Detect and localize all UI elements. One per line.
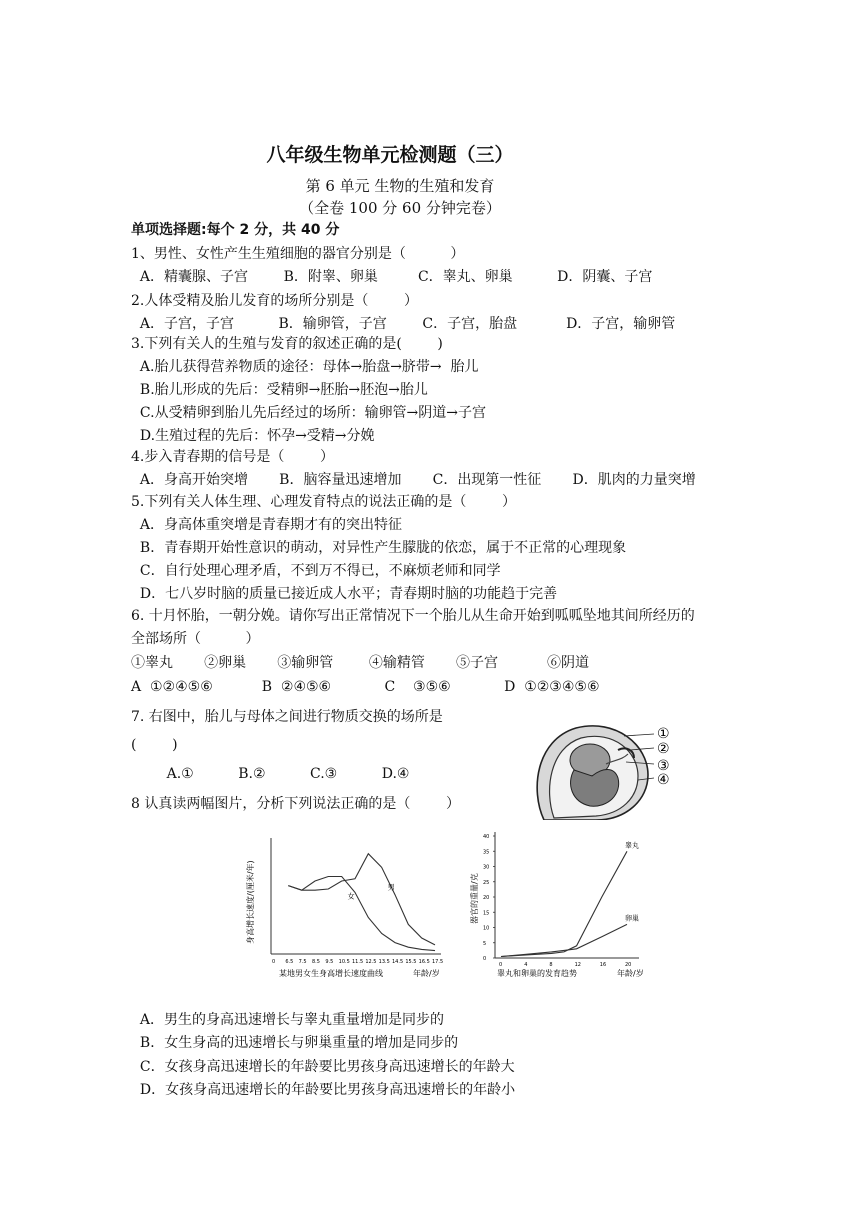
q7-options: A.① B.② C.③ D.④	[131, 766, 410, 782]
label-3: ③	[657, 758, 670, 774]
chart2-x-tick: 0	[499, 962, 503, 968]
fetus-in-uterus-diagram	[526, 720, 686, 820]
chart1-x-tick: 11.5	[352, 959, 364, 965]
gonad-development-chart	[467, 824, 659, 982]
q2-options: A．子宫，子宫 B．输卵管，子宫 C．子宫，胎盘 D．子宫，输卵管	[131, 316, 676, 332]
chart1-caption: 某地男女生身高增长速度曲线	[279, 969, 383, 978]
chart2-xlabel: 年龄/岁	[617, 969, 644, 978]
q2-stem: 2.人体受精及胎儿发育的场所分别是（ ）	[131, 293, 418, 309]
q3-option-c: C.从受精卵到胎儿先后经过的场所：输卵管→阴道→子宫	[131, 405, 487, 421]
q1-options: A．精囊腺、子宫 B．附睾、卵巢 C．睾丸、卵巢 D．阴囊、子宫	[131, 269, 653, 285]
exam-title: 八年级生物单元检测题（三）	[266, 144, 514, 166]
q4-stem: 4.步入青春期的信号是（ ）	[131, 449, 334, 465]
q3-stem: 3.下列有关人的生殖与发育的叙述正确的是( )	[131, 336, 443, 352]
q8-option-c: C．女孩身高迅速增长的年龄要比男孩身高迅速增长的年龄大	[131, 1059, 515, 1075]
chart2-x-tick: 8	[549, 962, 553, 968]
q3-option-a: A.胎儿获得营养物质的途径：母体→胎盘→脐带→ 胎儿	[131, 359, 479, 375]
chart2-series-label: 卵巢	[625, 914, 639, 923]
q8-stem: 8 认真读两幅图片，分析下列说法正确的是（ ）	[131, 796, 460, 812]
chart1-series-label: 女	[347, 892, 355, 901]
chart2-ylabel: 器官的重量/克	[470, 873, 479, 924]
chart1-series-line	[288, 854, 435, 945]
chart2-y-tick: 30	[483, 864, 490, 871]
chart2-series-line	[501, 851, 627, 956]
unit-subtitle: 第 6 单元 生物的生殖和发育	[305, 177, 495, 195]
q5-option-c: C．自行处理心理矛盾，不到万不得已，不麻烦老师和同学	[131, 563, 501, 579]
chart2-y-tick: 40	[483, 834, 490, 840]
chart1-x-tick: 8.5	[312, 959, 320, 965]
q6-items: ①睾丸 ②卵巢 ③输卵管 ④输精管 ⑤子宫 ⑥阴道	[131, 655, 590, 671]
chart2-x-tick: 4	[524, 962, 528, 968]
chart1-x-tick: 10.5	[338, 959, 350, 965]
q5-option-a: A．身高体重突增是青春期才有的突出特征	[131, 517, 403, 533]
q8-option-b: B．女生身高的迅速增长与卵巢重量的增加是同步的	[131, 1035, 459, 1051]
q6-options: A ①②④⑤⑥ B ②④⑤⑥ C ③⑤⑥ D ①②③④⑤⑥	[131, 679, 600, 695]
q3-option-d: D.生殖过程的先后：怀孕→受精→分娩	[131, 428, 375, 444]
exam-info: （全卷 100 分 60 分钟完卷）	[299, 199, 501, 217]
q8-option-a: A．男生的身高迅速增长与睾丸重量增加是同步的	[131, 1012, 445, 1028]
chart2-y-tick: 0	[483, 956, 487, 962]
q5-stem: 5.下列有关人体生理、心理发育特点的说法正确的是（ ）	[131, 494, 516, 510]
label-1: ①	[657, 726, 670, 742]
chart1-x-tick: 9.5	[325, 959, 334, 965]
chart2-y-tick: 20	[483, 895, 490, 901]
chart1-ylabel: 身高增长速度/(厘米/年)	[246, 860, 255, 944]
height-growth-chart	[243, 826, 443, 986]
q3-option-b: B.胎儿形成的先后：受精卵→胚胎→胚泡→胎儿	[131, 382, 428, 398]
chart2-y-tick: 10	[483, 925, 490, 932]
chart1-series-line	[288, 877, 435, 951]
q6-stem-line1: 6. 十月怀胎，一朝分娩。请你写出正常情况下一个胎儿从生命开始到呱呱坠地其间所经历的	[131, 608, 695, 624]
chart1-x-tick: 14.5	[392, 959, 404, 965]
q5-option-d: D．七八岁时脑的质量已接近成人水平；青春期时脑的功能趋于完善	[131, 586, 558, 602]
chart1-x-tick: 13.5	[378, 959, 390, 965]
chart2-x-tick: 16	[599, 962, 607, 968]
q7-stem-line2: ( )	[131, 737, 178, 753]
chart1-series-label: 男	[387, 883, 395, 892]
q1-stem: 1、男性、女性产生生殖细胞的器官分别是（ ）	[131, 246, 465, 262]
q8-option-d: D．女孩身高迅速增长的年龄要比男孩身高迅速增长的年龄小	[131, 1082, 516, 1098]
chart1-x-tick: 17.5	[432, 959, 443, 965]
chart2-y-tick: 15	[483, 910, 490, 917]
chart1-x-tick: 16.5	[418, 959, 430, 965]
chart1-x-tick: 15.5	[405, 959, 417, 965]
chart2-series-label: 睾丸	[625, 841, 639, 850]
q4-options: A．身高开始突增 B．脑容量迅速增加 C．出现第一性征 D．肌肉的力量突增	[131, 472, 696, 488]
chart1-x-tick: 7.5	[298, 959, 307, 965]
chart2-y-tick: 5	[483, 940, 487, 947]
pointer-line-1	[624, 734, 654, 736]
chart2-y-tick: 35	[483, 849, 490, 856]
section-heading: 单项选择题:每个 2 分，共 40 分	[131, 222, 340, 238]
q7-stem-line1: 7. 右图中，胎儿与母体之间进行物质交换的场所是	[131, 709, 443, 725]
chart1-x-tick: 6.5	[285, 959, 294, 965]
chart2-caption: 睾丸和卵巢的发育趋势	[497, 969, 577, 978]
chart2-x-tick: 12	[574, 962, 581, 968]
chart1-xlabel: 年龄/岁	[413, 969, 440, 978]
chart1-x-tick: 12.5	[365, 959, 377, 965]
chart2-x-tick: 20	[625, 962, 632, 968]
q6-stem-line2: 全部场所（ ）	[131, 631, 260, 647]
label-4: ④	[657, 772, 670, 788]
q5-option-b: B．青春期开始性意识的萌动，对异性产生朦胧的依恋，属于不正常的心理现象	[131, 540, 627, 556]
label-2: ②	[657, 741, 670, 757]
chart1-x-tick: 0	[272, 959, 276, 965]
chart2-y-tick: 25	[483, 879, 490, 886]
